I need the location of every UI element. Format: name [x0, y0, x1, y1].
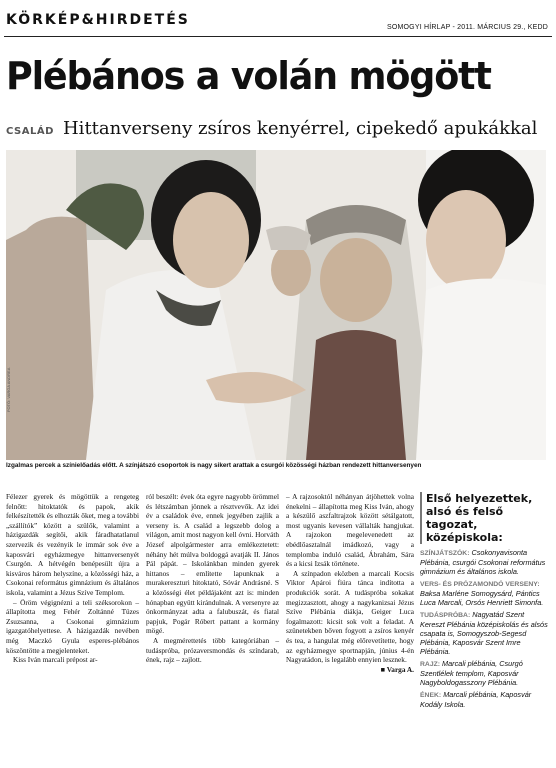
paragraph: – Öröm végignézni a teli széksorokon – állapította meg Fehér Zoltánné Tüzes Zsuzsanna, a Csokonai gimnázium igazgatóhelyettese. A házigazdák nevében még Maczkó Gyula esperes-plébános köszöntötte a megjelenteket. — [6, 597, 139, 655]
paragraph: ról beszélt: évek óta egyre nagyobb örömmel és létszámban jönnek a résztvevők. Az idei év a családok éve, ennek jegyében zajlik a verseny is. A család a legszebb dolog a világon, amit most nagyon kell óvni. Horváth József alpolgármester arra emlékeztetett: néhány hét múlva boldoggá avatják II. János Pál pápát. – Iskolánkban minden gyerek hittanos – említette lapunknak a murakereszturi hitoktató, Sóvár Andrásné. S a közösségi élet példájaként azt is: minden hónapban együtt kirándulnak. A versenyre az önkormányzat adta a falubuszát, és fiatal papjuk, Pogár Róbert pattant a kormány mögé. — [146, 492, 279, 636]
author-signature: ■ Varga A. — [380, 664, 414, 674]
subheadline: Hittanverseny zsíros kenyérrel, cipekedő apukákkal — [62, 118, 538, 139]
photo-caption: Izgalmas percek a színielőadás előtt. A színjátszó csoportok is nagy sikert arattak a csurgói közösségi házban rendezett hittanversenyen — [6, 462, 422, 469]
sidebar-value: Baksa Marléne Somogysárd, Pántics Luca Marcali, Orsós Henriett Simonfa. — [420, 589, 544, 607]
sidebar-category: SZÍNJÁTSZÓK: — [420, 550, 470, 557]
section-title: KÖRKÉP&HIRDETÉS — [6, 12, 190, 28]
results-sidebar — [420, 492, 548, 709]
paragraph: Félezer gyerek és mögöttük a rengeteg felnőtt: hitoktatók és papok, akik felkészítették és elhozták őket, meg a további „szállítók” között a szülők, valamint a házigazdák segítői, akik fáradhatatlanul szervezik és vezényik le immár sok éve a kaposvári egyházmegye hittanversenyét Csurgón. A hétvégén benépesült újra a kisváros három helyszíne, a közösségi ház, a Csokonai református gimnázium és általános iskola, valamint a Jézus Szíve Templom. — [6, 492, 139, 597]
sidebar-item — [420, 548, 548, 576]
sidebar-value: Nagyatád Szent Kereszt Plébánia középiskolás és alsós csapata is, Somogyszob-Segesd Plébánia, Kaposvár Szent Imre Plébánia. — [420, 610, 548, 656]
paragraph: Kiss Iván marcali prépost ar- — [13, 655, 98, 665]
article-column-1 — [6, 492, 139, 665]
subheadline-row — [6, 118, 537, 139]
paragraph: A megmérettetés több kategóriában – tudáspróba, prózaversmondás és színdarab, ének, rajz – zajlott. — [146, 635, 279, 665]
sidebar-category: RAJZ: — [420, 661, 441, 668]
paragraph: – A rajzosoktól néhányan átjöhettek volna énekelni – állapította meg Kiss Iván, ahogy a készülő aszfaltrajzok között sétálgatott, most ugyanis kevesen vállalták hangjukat. A rajzokon megelevenedett az ebédlőasztalnál imádkozó, vagy a templomba induló család, Ábrahám, Sára és a kicsi Izsák története. — [286, 492, 414, 569]
photo-illustration — [6, 150, 546, 460]
sidebar-value: Marcali plébánia, Kaposvár Kodály Iskola. — [420, 690, 532, 709]
sidebar-title: Első helyezettek, alsó és felső tagozat, középiskola: — [420, 492, 548, 544]
sidebar-item — [420, 659, 548, 687]
kicker: CSALÁD — [6, 126, 54, 137]
sidebar-value: Csokonyavisonta Plébánia, csurgói Csokonai református gimnázium és általános iskola. — [420, 548, 546, 576]
article-photo — [6, 150, 546, 460]
sidebar-item — [420, 610, 548, 656]
sidebar-value: Marcali plébánia, Csurgó Szentlélek templom, Kaposvár Nagyboldogasszony Plébánia. — [420, 659, 523, 687]
article-column-2 — [146, 492, 279, 665]
article-column-3 — [286, 492, 414, 674]
photo-credit: FOTÓ: VARGA ANDREA — [6, 367, 11, 412]
sidebar-item — [420, 579, 548, 607]
sidebar-category: ÉNEK: — [420, 692, 442, 699]
header-rule — [4, 36, 552, 37]
sidebar-item — [420, 690, 548, 709]
paper-info: SOMOGYI HÍRLAP - 2011. MÁRCIUS 29., KEDD — [386, 24, 548, 31]
sidebar-category: TUDÁSPRÓBA: — [420, 612, 471, 619]
sidebar-category: VERS- ÉS PRÓZAMONDÓ VERSENY: — [420, 581, 540, 588]
headline: Plébános a volán mögött — [6, 54, 491, 98]
paragraph: A színpadon eközben a marcali Kocsis Viktor Apároi fiúra tánca indította a produkciók sorát. A tudáspróba sokakat megizzasztott, ahogy a nagykanizsai Jézus Szíve Plébánia diákja, Geiger Luca fogalmazott: kicsit sok volt a feladat. A szünetekben bőven fogyott a zsíros kenyér és tea, a hangulat még előrevetítette, hogy az egyházmegye sportnapján, június 4-én Nagyatádon, is legalább ennyien lesznek. — [286, 568, 414, 665]
